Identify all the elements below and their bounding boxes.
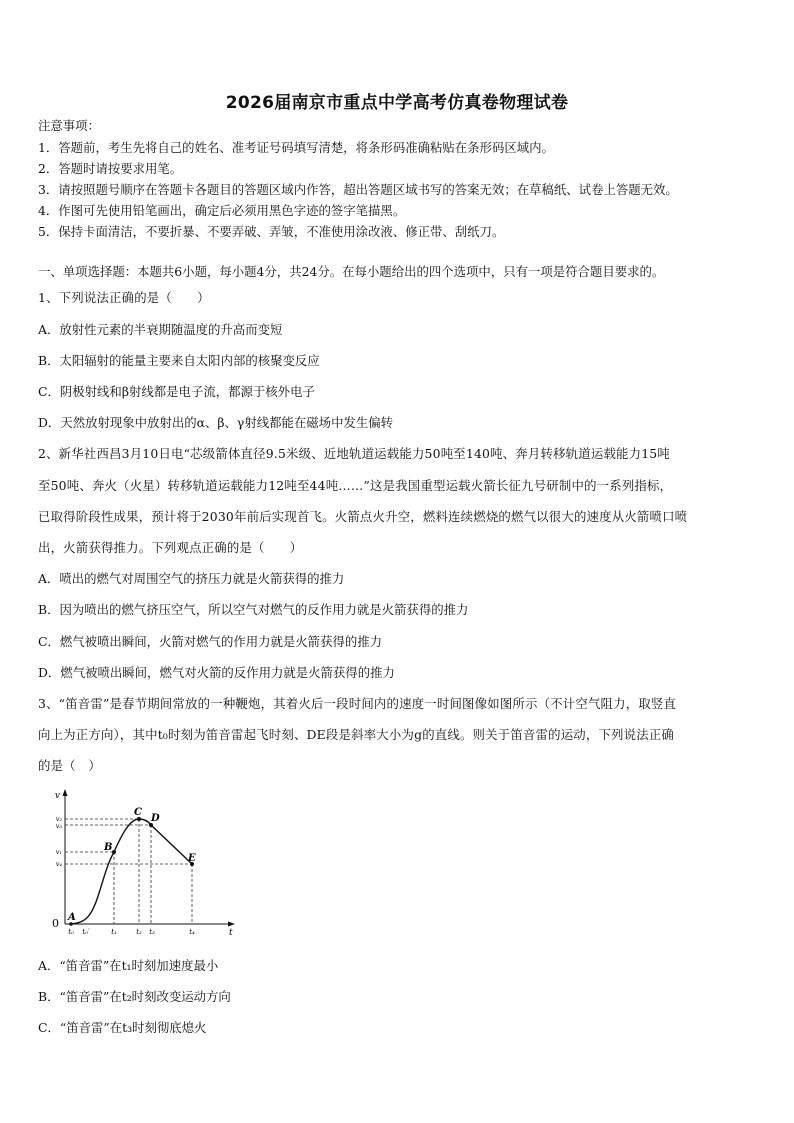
t-axis-arrow bbox=[228, 922, 235, 927]
question-3-option-b: B．“笛音雷”在t₂时刻改变运动方向 bbox=[38, 989, 231, 1004]
notice-item: 2．答题时请按要求用笔。 bbox=[38, 161, 183, 176]
question-2-option-b: B．因为喷出的燃气挤压空气，所以空气对燃气的反作用力就是火箭获得的推力 bbox=[38, 602, 469, 617]
point-c-label: C bbox=[134, 807, 142, 818]
notice-item: 5．保持卡面清洁，不要折暴、不要弄破、弄皱，不准使用涂改液、修正带、刮纸刀。 bbox=[38, 224, 505, 239]
velocity-curve bbox=[71, 819, 192, 924]
guide-lines bbox=[65, 819, 192, 924]
velocity-time-graph bbox=[38, 786, 238, 938]
question-2-stem-line: 出，火箭获得推力。下列观点正确的是（ ） bbox=[38, 540, 303, 555]
origin-label: 0 bbox=[52, 917, 59, 930]
question-3-option-c: C．“笛音雷”在t₃时刻彻底熄火 bbox=[38, 1020, 207, 1035]
point-b-label: B bbox=[104, 842, 113, 853]
v-tick-v3: v₃ bbox=[55, 822, 62, 830]
t-tick-t1: t₁ bbox=[111, 928, 117, 936]
page-title: 2026届南京市重点中学高考仿真卷物理试卷 bbox=[225, 93, 569, 113]
notice-item: 1．答题前，考生先将自己的姓名、准考证号码填写清楚，将条形码准确粘贴在条形码区域内。 bbox=[38, 140, 554, 155]
v-tick-v1: v₁ bbox=[55, 848, 62, 856]
notice-item: 3．请按照题号顺序在答题卡各题目的答题区域内作答，超出答题区域书写的答案无效；在草稿纸、试卷上答题无效。 bbox=[38, 182, 678, 197]
v-tick-v4: v₄ bbox=[55, 860, 62, 868]
t-tick-t2: t₂ bbox=[136, 928, 142, 936]
notice-heading: 注意事项： bbox=[38, 118, 100, 133]
question-2-stem-line: 至50吨、奔火（火星）转移轨道运载能力12吨至44吨……”这是我国重型运载火箭长征九号研制中的一系列指标， bbox=[38, 478, 673, 493]
question-2-option-a: A．喷出的燃气对周围空气的挤压力就是火箭获得的推力 bbox=[38, 571, 345, 586]
t-tick-t4: t₄ bbox=[189, 928, 195, 936]
question-1-option-a: A．放射性元素的半衰期随温度的升高而变短 bbox=[38, 322, 283, 337]
v-axis-label: v bbox=[54, 791, 60, 801]
point-b-dot bbox=[112, 850, 116, 854]
t-tick-t0: t₀ bbox=[68, 928, 74, 936]
t-tick-t0-prime: t₀′ bbox=[82, 928, 90, 936]
question-2-option-d: D．燃气被喷出瞬间，燃气对火箭的反作用力就是火箭获得的推力 bbox=[38, 665, 395, 680]
t-axis-label: t bbox=[229, 928, 233, 938]
question-1-option-c: C．阴极射线和β射线都是电子流，都源于核外电子 bbox=[38, 384, 315, 399]
question-2-option-c: C．燃气被喷出瞬间，火箭对燃气的作用力就是火箭获得的推力 bbox=[38, 634, 383, 649]
point-d-label: D bbox=[151, 813, 160, 824]
point-e-label: E bbox=[188, 853, 196, 864]
question-2-stem-line: 已取得阶段性成果，预计将于2030年前后实现首飞。火箭点火升空，燃料连续燃烧的燃气以很大的速度从火箭喷口喷 bbox=[38, 509, 688, 524]
v-tick-v2: v₂ bbox=[55, 815, 62, 823]
question-1-option-d: D．天然放射现象中放射出的α、β、γ射线都能在磁场中发生偏转 bbox=[38, 415, 394, 430]
question-1-option-b: B．太阳辐射的能量主要来自太阳内部的核聚变反应 bbox=[38, 353, 320, 368]
point-a-label: A bbox=[68, 912, 76, 923]
question-3-stem-line: 的是（ ） bbox=[38, 758, 101, 773]
v-axis-arrow bbox=[63, 789, 68, 796]
question-3-option-a: A．“笛音雷”在t₁时刻加速度最小 bbox=[38, 958, 219, 973]
notice-item: 4．作图可先使用铅笔画出，确定后必须用黑色字迹的签字笔描黑。 bbox=[38, 203, 406, 218]
question-2-stem-line: 2、新华社西昌3月10日电“芯级箭体直径9.5米级、近地轨道运载能力50吨至140吨、奔月转移轨道运载能力15吨 bbox=[38, 446, 670, 461]
t-tick-t3: t₃ bbox=[149, 928, 155, 936]
question-1-stem: 1、下列说法正确的是（ ） bbox=[38, 290, 210, 305]
question-3-stem-line: 3、“笛音雷”是春节期间常放的一种鞭炮，其着火后一段时间内的速度一时间图像如图所示（不计空气阻力，取竖直 bbox=[38, 696, 677, 711]
question-3-stem-line: 向上为正方向），其中t₀时刻为笛音雷起飞时刻、DE段是斜率大小为g的直线。则关于笛音雷的运动，下列说法正确 bbox=[38, 727, 675, 742]
section-heading: 一、单项选择题：本题共6小题，每小题4分，共24分。在每小题给出的四个选项中，只有一项是符合题目要求的。 bbox=[38, 264, 665, 279]
